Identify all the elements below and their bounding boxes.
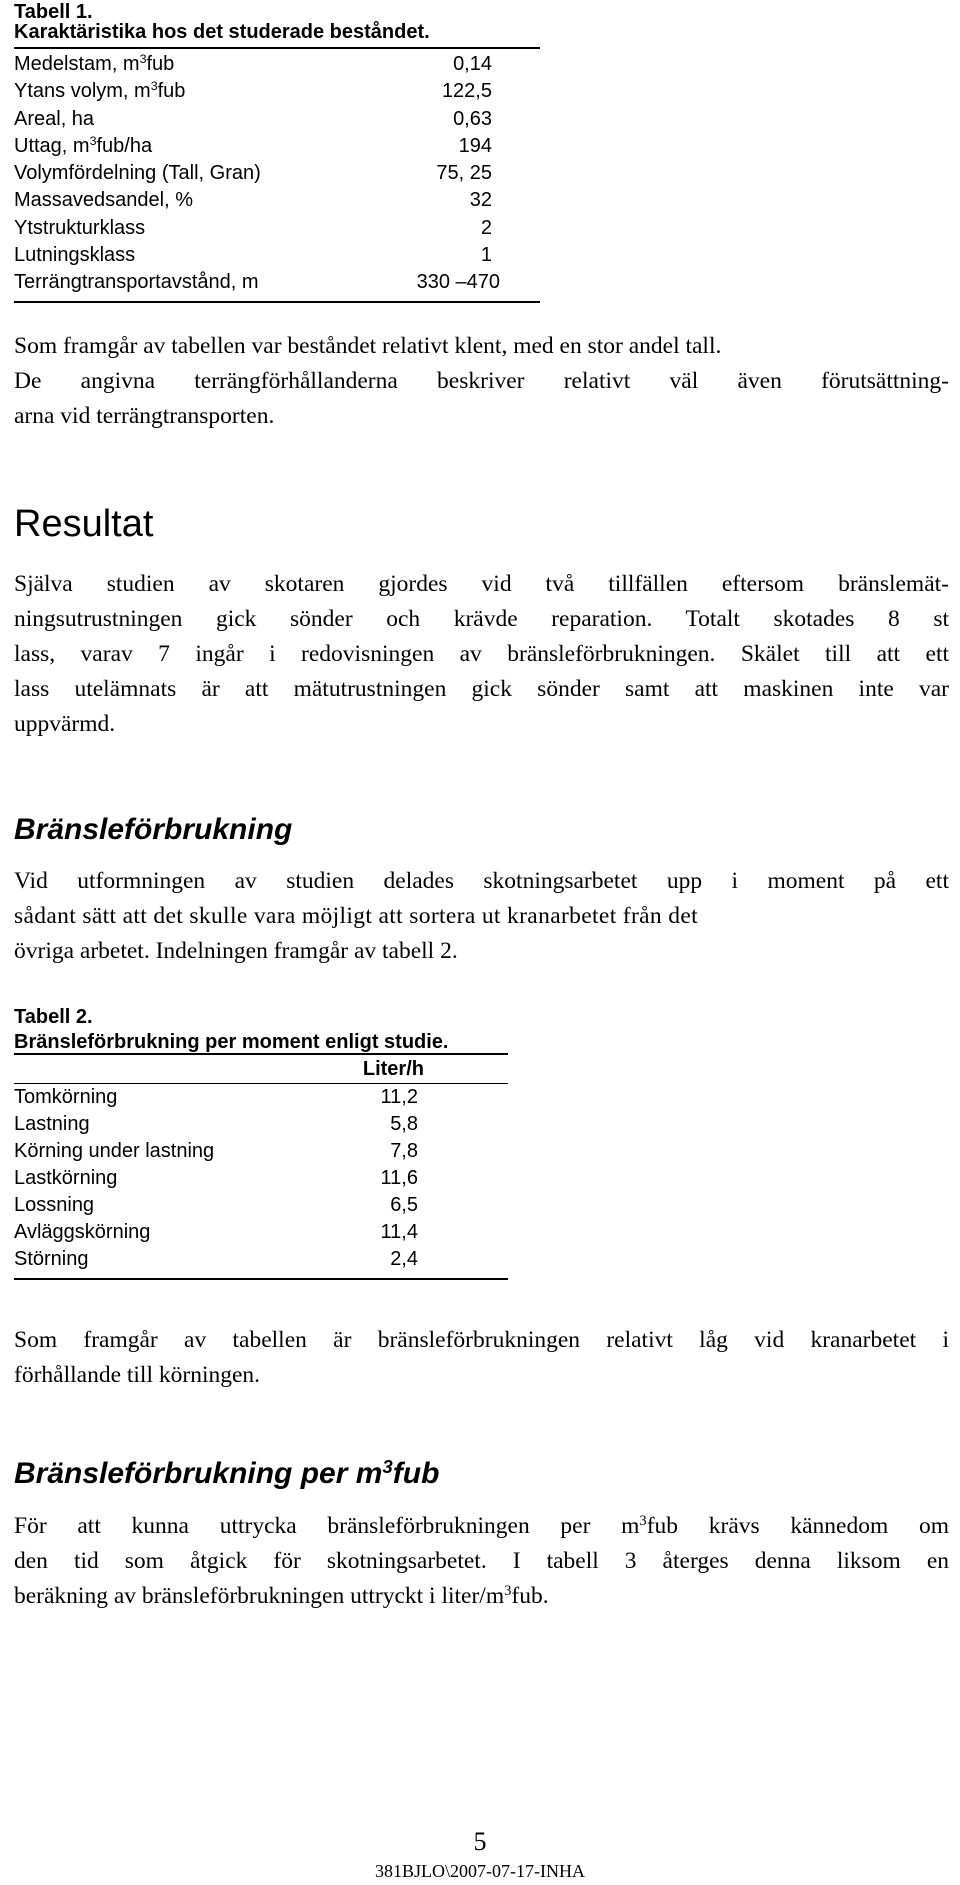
table2-row-label: Tomkörning <box>14 1086 118 1108</box>
table1-row-label: Volymfördelning (Tall, Gran) <box>14 162 261 185</box>
table2-row <box>14 1165 508 1192</box>
paragraph-line: Vid utformningen av studien delades skotningsarbetet upp i moment på ett <box>14 868 949 894</box>
table1-row-label: Ytans volym, $m^3fub$ <box>14 79 186 103</box>
paragraph-line: uppvärmd. <box>14 711 116 737</box>
page-number: 5 <box>473 1827 487 1856</box>
table1-row <box>14 160 540 187</box>
paragraph-line: Själva studien av skotaren gjordes vid två tillfällen eftersom bränslemät- <box>14 571 949 597</box>
paragraph-line: För att kunna uttrycka bränsleförbrukningen per $m^3fub$ krävs kännedom om <box>14 1513 949 1539</box>
table1-row <box>14 215 540 242</box>
table1-row <box>14 242 540 269</box>
table2-row <box>14 1219 508 1246</box>
table2-row <box>14 1246 508 1278</box>
per-m3fub-paragraph <box>14 1509 949 1614</box>
table1-row-value: 1 <box>480 244 492 267</box>
paragraph-line: övriga arbetet. Indelningen framgår av tabell 2. <box>14 938 458 964</box>
table2-row-value: 11,2 <box>380 1086 418 1108</box>
paragraph-line: arna vid terrängtransporten. <box>14 403 275 429</box>
table1-row-value: 0,63 <box>453 107 492 130</box>
table2-row-value: 6,5 <box>390 1194 418 1216</box>
table1-row <box>14 78 540 105</box>
table2-row-value: 11,4 <box>380 1221 418 1243</box>
paragraph-line: Som framgår av tabellen är bränsleförbrukningen relativt låg vid kranarbetet i <box>14 1327 949 1353</box>
table2-row-label: Störning <box>14 1248 89 1270</box>
table2-row-label: Körning under lastning <box>14 1140 215 1162</box>
table2-caption: Bränsleförbrukning per moment enligt studie. <box>14 1031 449 1053</box>
table1-row <box>14 269 540 296</box>
paragraph-line: beräkning av bränsleförbrukningen uttryckt i liter/$m^3fub$. <box>14 1583 549 1609</box>
table2-row-label: Lastkörning <box>14 1167 118 1189</box>
table1-row-value: 330 –470 <box>416 271 500 294</box>
table2-unit-header: Liter/h <box>362 1058 424 1080</box>
section-heading-resultat: Resultat <box>14 503 154 545</box>
table2-row-label: Lossning <box>14 1194 95 1216</box>
table1-row-value: 32 <box>469 189 492 212</box>
paragraph-line: Som framgår av tabellen var beståndet relativt klent, med en stor andel tall. <box>14 333 722 359</box>
bransleforbrukning-paragraph <box>14 864 949 969</box>
paragraph-line: förhållande till körningen. <box>14 1362 261 1388</box>
paragraph-line: De angivna terrängförhållanderna beskriver relativt väl även förutsättning- <box>14 368 949 394</box>
section-heading-bransleforbrukning: Bränsleförbrukning <box>14 813 293 846</box>
table1-row <box>14 51 540 78</box>
table1-row-value: 2 <box>480 216 492 239</box>
table1 <box>14 47 540 303</box>
table2 <box>14 1053 508 1280</box>
table2-row-value: 5,8 <box>390 1113 418 1135</box>
table1-row <box>14 187 540 214</box>
table1-row-value: 122,5 <box>441 80 492 103</box>
table1-row-label: Lutningsklass <box>14 244 136 267</box>
table2-row <box>14 1084 508 1111</box>
paragraph-line: lass utelämnats är att mätutrustningen gick sönder samt att maskinen inte var <box>14 676 949 702</box>
table2-row-label: Avläggskörning <box>14 1221 151 1243</box>
table1-row-label: Ytstrukturklass <box>14 216 146 239</box>
table2-header <box>14 1055 508 1084</box>
table1-row-label: Medelstam, $m^3fub$ <box>14 52 175 75</box>
table2-row <box>14 1138 508 1165</box>
table2-row <box>14 1111 508 1138</box>
resultat-paragraph <box>14 567 949 742</box>
table1-row-label: Massavedsandel, % <box>14 189 193 212</box>
paragraph-line: sådant sätt att det skulle vara möjligt att sortera ut kranarbetet från det <box>14 903 699 929</box>
table1-row <box>14 106 540 133</box>
table1-row-label: Terrängtransportavstånd, m <box>14 271 259 294</box>
section-heading-per-m3fub: Bränsleförbrukning per $m^3fub$ <box>14 1455 440 1490</box>
table2-row-value: 7,8 <box>390 1140 418 1162</box>
document-id: 381BJLO\2007-07-17-INHA <box>375 1861 585 1881</box>
table1-row-label: Areal, ha <box>14 107 95 130</box>
paragraph-line: lass, varav 7 ingår i redovisningen av bränsleförbrukningen. Skälet till att ett <box>14 641 949 667</box>
table1-row-value: 194 <box>458 134 492 157</box>
paragraph-line: den tid som åtgick för skotningsarbetet. I tabell 3 återges denna liksom en <box>14 1548 949 1574</box>
table2-row-label: Lastning <box>14 1113 90 1135</box>
table2-row-value: 11,6 <box>380 1167 418 1189</box>
table1-caption: Karaktäristika hos det studerade beståndet. <box>14 21 430 43</box>
table2-comment-paragraph <box>14 1323 949 1393</box>
table1-row-label: Uttag, $m^3fub/ha$ <box>14 134 153 157</box>
table1-row <box>14 133 540 160</box>
table1-row-value: 75, 25 <box>436 162 492 185</box>
table1-label: Tabell 1. <box>14 1 93 23</box>
table1-row-value: 0,14 <box>453 53 492 75</box>
table2-label: Tabell 2. <box>14 1006 93 1028</box>
intro-paragraph <box>14 329 949 434</box>
table2-row <box>14 1192 508 1219</box>
paragraph-line: ningsutrustningen gick sönder och krävde reparation. Totalt skotades 8 st <box>14 606 949 632</box>
table2-row-value: 2,4 <box>390 1248 418 1270</box>
